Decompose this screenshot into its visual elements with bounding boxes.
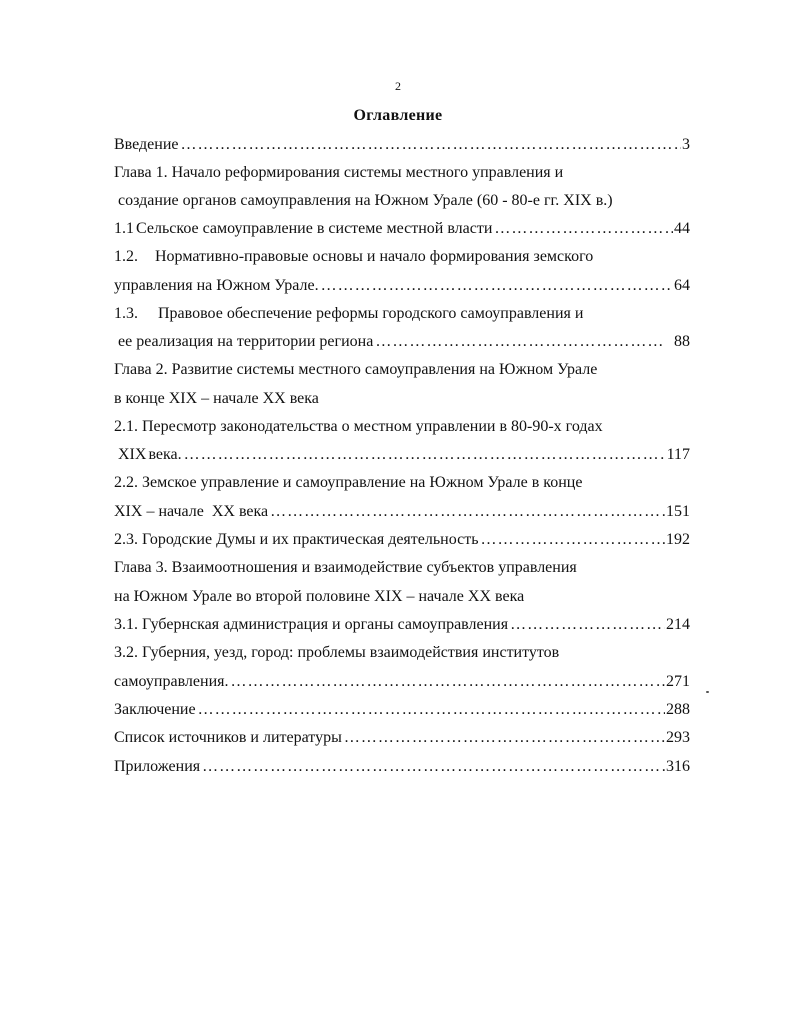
toc-entry-text: Приложения [114, 758, 201, 775]
toc-entry-page: 3 [682, 136, 690, 153]
toc-entry-2-1-cont [118, 445, 690, 465]
scan-speck [706, 691, 709, 693]
toc-entry-1-2 [114, 247, 690, 267]
leader-dots [494, 219, 673, 239]
toc-entry-number: 1.1 [114, 220, 134, 237]
leader-dots [270, 502, 665, 522]
toc-entry-text: Заключение [114, 701, 196, 718]
toc-entry-page: 293 [666, 729, 690, 746]
toc-entry-century: XIX [118, 446, 147, 463]
leader-dots [321, 276, 673, 296]
toc-entry-text: XIX – начале XX века [114, 503, 269, 520]
toc-chapter-3-heading: Глава 3. Взаимоотношения и взаимодействие субъектов управления [114, 559, 577, 576]
toc-entry-1-1 [114, 219, 690, 239]
page-number: 2 [395, 79, 401, 93]
toc-entry-text: ее реализация на территории региона [118, 333, 374, 350]
toc-entry-text: управления на Южном Урале. [114, 277, 319, 294]
leader-dots [344, 728, 665, 748]
toc-entry-page: 288 [666, 701, 690, 718]
toc-entry-text: Нормативно-правовые основы и начало формирования земского [155, 248, 594, 265]
toc-entry-text: Список источников и литературы [114, 729, 342, 746]
toc-entry-page: 214 [666, 616, 690, 633]
toc-entry-3-2: 3.2. Губерния, уезд, город: проблемы взаимодействия институтов [114, 644, 560, 661]
leader-dots [231, 672, 666, 692]
leader-dots [510, 615, 665, 635]
toc-entry-2-3 [114, 530, 690, 550]
toc-entry-number: 1.3. [114, 305, 138, 322]
toc-title: Оглавление [353, 107, 443, 124]
toc-chapter-2-heading: Глава 2. Развитие системы местного самоуправления на Южном Урале [114, 361, 598, 378]
toc-entry-1-2-cont [114, 276, 690, 296]
toc-entry-text: самоуправления. [114, 673, 229, 690]
toc-entry-3-1 [114, 615, 690, 635]
leader-dots [481, 530, 665, 550]
toc-entry-text: Правовое обеспечение реформы городского самоуправления и [158, 305, 584, 322]
toc-entry-page: 316 [666, 758, 690, 775]
toc-chapter-1-heading-cont: создание органов самоуправления на Южном Урале (60 - 80-е гг. XIX в.) [118, 192, 613, 209]
leader-dots [375, 332, 664, 352]
toc-entry-page: 151 [666, 503, 690, 520]
toc-entry-text: Сельское самоуправление в системе местной власти [136, 220, 493, 237]
toc-entry-page: 44 [674, 220, 690, 237]
toc-entry-3-2-cont [114, 672, 690, 692]
toc-entry-conclusion [114, 700, 690, 720]
toc-entry-2-2-cont [114, 502, 690, 522]
toc-entry-text: 2.3. Городские Думы и их практическая деятельность [114, 531, 479, 548]
toc-entry-appendices [114, 757, 690, 777]
leader-dots [184, 445, 666, 465]
toc-entry-introduction [114, 135, 690, 155]
toc-chapter-2-heading-cont: в конце XIX – начале XX века [114, 390, 319, 407]
leader-dots [202, 757, 665, 777]
toc-chapter-3-heading-cont: на Южном Урале во второй половине XIX – начале XX века [114, 588, 525, 605]
toc-entry-1-3-cont [118, 332, 690, 352]
toc-entry-number: 1.2. [114, 248, 138, 265]
toc-chapter-1-heading: Глава 1. Начало реформирования системы местного управления и [114, 164, 564, 181]
toc-entry-text: 3.1. Губернская администрация и органы самоуправления [114, 616, 509, 633]
toc-entry-page: 192 [666, 531, 690, 548]
toc-entry-2-1: 2.1. Пересмотр законодательства о местном управлении в 80-90-х годах [114, 418, 603, 435]
toc-entry-page: 271 [666, 673, 690, 690]
toc-entry-page: 88 [674, 333, 690, 350]
toc-entry-text: века. [148, 446, 182, 463]
leader-dots [181, 135, 682, 155]
toc-entry-page: 64 [674, 277, 690, 294]
toc-entry-text: Введение [114, 136, 179, 153]
leader-dots [198, 700, 665, 720]
toc-entry-1-3 [114, 304, 690, 324]
toc-entry-2-2: 2.2. Земское управление и самоуправление на Южном Урале в конце [114, 474, 583, 491]
toc-entry-sources [114, 728, 690, 748]
toc-entry-page: 117 [666, 446, 690, 463]
